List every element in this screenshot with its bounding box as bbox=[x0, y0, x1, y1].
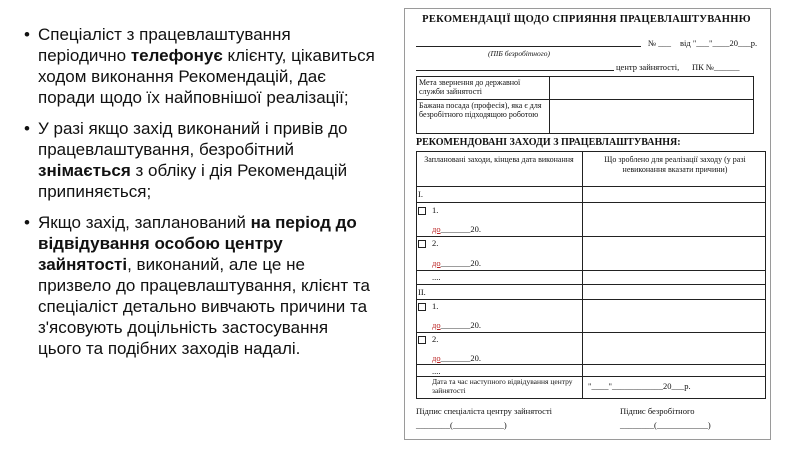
next-visit-label: Дата та час наступного відвідування центру зайнятості bbox=[432, 377, 573, 395]
item-2-1: 1. bbox=[432, 301, 439, 311]
row-line bbox=[416, 284, 766, 285]
col-done-header: Що зроблено для реалізації заходу (у разі невиконання вказати причини) bbox=[604, 155, 746, 174]
row-line bbox=[416, 186, 766, 187]
until-label: до bbox=[432, 258, 441, 268]
until-label: до bbox=[432, 224, 441, 234]
col-planned-header: Заплановані заходи, кінцева дата виконання bbox=[424, 155, 574, 164]
until-label: до bbox=[432, 353, 441, 363]
item-1-2: 2. bbox=[432, 238, 439, 248]
purpose-label: Мета звернення до державної служби зайнятості bbox=[419, 78, 521, 96]
year-label: 20. bbox=[470, 320, 481, 330]
group-2-label: II. bbox=[418, 287, 426, 297]
pib-label: (ПІБ безробітного) bbox=[488, 49, 550, 58]
desired-position-label: Бажана посада (професія), яка є для безробітного підходящою роботою bbox=[419, 101, 542, 119]
year-label: 20. bbox=[470, 353, 481, 363]
recommendations-form-image: РЕКОМЕНДАЦІЇ ЩОДО СПРИЯННЯ ПРАЦЕВЛАШТУВАННЮ № ___ від "___"____20___р. (ПІБ безробітного) центр зайнятості, ПК №______ Мета звернення до державної служби зайнятості Бажана посада (професія), яка є для безробітного підходящою роботою РЕКОМЕНДОВАНІ ЗАХОДИ З ПРАЦЕВЛАШТУВАННЯ: Заплановані заходи, кінцева дата виконання Що зроблено для реалізації заходу (у разі невиконання вказати причини) I. 1. до_______20. 2. до_______20. .... II. 1. до_______20. 2. до_______20. .... Дата та час наступного відвідування центру зайнятості "____"____________20___р. Підпис спеціаліста центру зайнятості Підпис безробітного ________(____________) ________(____________) bbox=[404, 8, 772, 440]
info-row-divider bbox=[416, 99, 754, 100]
bullet-item bbox=[24, 212, 376, 359]
center-label: центр зайнятості, bbox=[616, 62, 680, 72]
bullet-list bbox=[24, 24, 376, 369]
item-2-2: 2. bbox=[432, 334, 439, 344]
row-line bbox=[416, 332, 766, 333]
bullet-text: з обліку і дія Рекомендацій припиняється; bbox=[38, 161, 348, 201]
next-visit-value: "____"____________20___р. bbox=[588, 381, 691, 391]
bullet-dot: • bbox=[24, 213, 30, 232]
row-line bbox=[416, 270, 766, 271]
pk-label: ПК №______ bbox=[692, 62, 740, 72]
unemployed-signature-line: ________(____________) bbox=[620, 420, 711, 430]
bullet-text: Якщо захід, запланований bbox=[38, 213, 251, 232]
bullet-text: У разі якщо захід виконаний і привів до працевлаштування, безробітний bbox=[38, 119, 348, 159]
bullet-item bbox=[24, 24, 376, 108]
dots-1: .... bbox=[432, 272, 441, 282]
year-label: 20. bbox=[470, 224, 481, 234]
group-1-label: I. bbox=[418, 189, 423, 199]
specialist-signature-label: Підпис спеціаліста центру зайнятості bbox=[416, 406, 553, 416]
bullet-bold-text: телефонує bbox=[130, 46, 223, 65]
bullet-bold-text: на період до відвідування особою центру зайнятості bbox=[38, 213, 357, 274]
checkbox-1-1[interactable] bbox=[418, 207, 426, 215]
bullet-item bbox=[24, 118, 376, 202]
row-line bbox=[416, 299, 766, 300]
until-label: до bbox=[432, 320, 441, 330]
checkbox-1-2[interactable] bbox=[418, 240, 426, 248]
specialist-signature-line: ________(____________) bbox=[416, 420, 507, 430]
date-label: від "___"____20___р. bbox=[680, 38, 758, 48]
bullet-dot: • bbox=[24, 119, 30, 138]
name-line bbox=[416, 46, 641, 47]
measures-section-title: РЕКОМЕНДОВАНІ ЗАХОДИ З ПРАЦЕВЛАШТУВАННЯ: bbox=[416, 137, 681, 148]
checkbox-2-2[interactable] bbox=[418, 336, 426, 344]
info-divider bbox=[549, 76, 550, 134]
row-line bbox=[416, 364, 766, 365]
bullet-bold-text: знімається bbox=[38, 161, 131, 180]
bullet-text: клієнту, цікавиться ходом виконання Рекомендацій, дає поради щодо їх найповнішої реалізації; bbox=[38, 46, 375, 107]
bullet-text: Спеціаліст з працевлаштування періодично bbox=[38, 25, 291, 65]
bullet-dot: • bbox=[24, 25, 30, 44]
form-title: РЕКОМЕНДАЦІЇ ЩОДО СПРИЯННЯ ПРАЦЕВЛАШТУВАННЮ bbox=[422, 14, 751, 25]
dots-2: .... bbox=[432, 366, 441, 376]
row-line bbox=[416, 236, 766, 237]
checkbox-2-1[interactable] bbox=[418, 303, 426, 311]
center-line bbox=[416, 70, 614, 71]
unemployed-signature-label: Підпис безробітного bbox=[620, 406, 695, 416]
row-line bbox=[416, 202, 766, 203]
bullet-text: , виконаний, але це не призвело до працевлаштування, клієнт та спеціаліст детально вивчають причини та з'ясовують доцільність застосування цього та подібних заходів надалі. bbox=[38, 255, 370, 358]
item-1-1: 1. bbox=[432, 205, 439, 215]
year-label: 20. bbox=[470, 258, 481, 268]
measures-col-divider bbox=[582, 151, 583, 399]
number-label: № ___ bbox=[648, 38, 671, 48]
